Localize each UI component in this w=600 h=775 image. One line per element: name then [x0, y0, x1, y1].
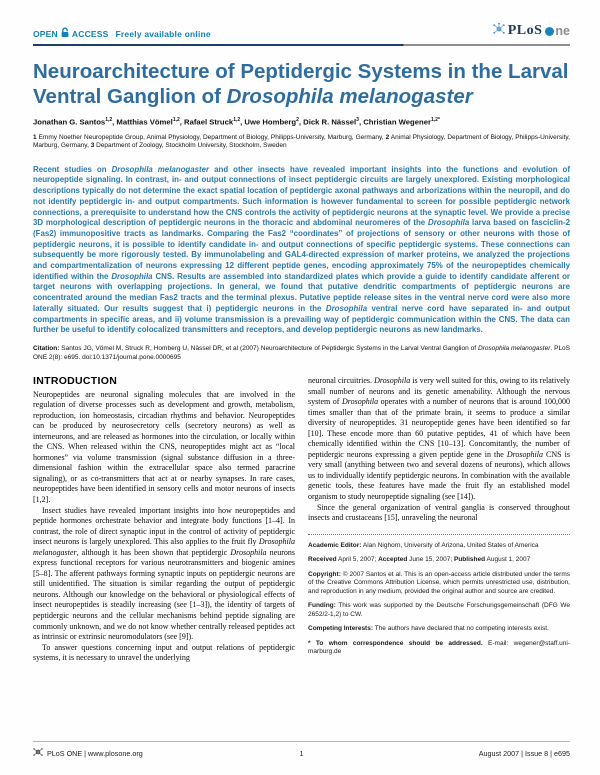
- meta-funding: Funding: This work was supported by the Deutsche Forschungsgemeinschaft (DFG We 2652/2-1,2) to CW.: [308, 602, 570, 618]
- open-lock-icon: [60, 27, 70, 40]
- footer-rule: [33, 741, 570, 742]
- plos-one-logo: [493, 22, 570, 40]
- meta-correspondence: * To whom correspondence should be addressed. E-mail: wegener@staff.uni-marburg.de: [308, 639, 570, 656]
- open-access-access-label: ACCESS: [71, 28, 109, 39]
- logo-one-ne: ne: [555, 24, 570, 38]
- author-list: Jonathan G. Santos$^{1,2}$, Matthias Vömel$^{1,2}$, Rafael Struck$^{1,2}$, Uwe Homberg$^2$, Dick R. Nässel$^3$, Christian Wegener$^{1,2*}$: [33, 117, 440, 127]
- footer-plos-icon: [33, 747, 43, 759]
- left-column: [33, 376, 295, 664]
- logo-one-text: [545, 24, 570, 38]
- abstract-text: Recent studies on Drosophila melanogaster and other insects have revealed important insights into the functions and evolution of neuropeptide signaling. In contrast, in- and output connections of insect peptidergic circuits are largely unexplored. Existing morphological descriptions typically do not determine the exact spatial location of peptidergic axonal pathways and arborizations within the neuropil, and do not identify peptidergic in- and output compartments. Such information is however fundamental to screen for possible peptidergic network connections, a prerequisite to understand how the CNS controls the activity of peptidergic neurons at the synaptic level. We provide a precise 3D morphological description of peptidergic neurons in the thoracic and abdominal neuromeres of the Drosophila larva based on fasciclin-2 (Fas2) immunopositive tracts as landmarks. Comparing the Fas2 “coordinates” of projections of sensory or other neurons with those of peptidergic neurons, it is possible to identify candidate in- and output connections of specific peptidergic systems. These connections can subsequently be more rigorously tested. By immunolabeling and GAL4-directed expression of marker proteins, we analyzed the projections and compartmentalization of neurons expressing 12 different peptide genes, encoding approximately 75% of the neuropeptides chemically identified within the Drosophila CNS. Results are assembled into standardized plates which provide a guide to identify candidate afferent or target neurons with overlapping projections. In general, we found that putative dendritic compartments of peptidergic neurons are concentrated around the median Fas2 tracts and the terminal plexus. Putative peptide release sites in the ventral nerve cord were also more laterally situated. Our results suggest that i) peptidergic neurons in the Drosophila ventral nerve cord have separated in- and output compartments in specific areas, and ii) volume transmission is a prevailing way of peptidergic communication within the CNS. The data can further be useful to identify colocalized transmitters and receptors, and develop peptidergic neurons as new landmarks.: [33, 164, 571, 335]
- introduction-heading: INTRODUCTION: [33, 375, 118, 387]
- meta-competing-interests: Competing Interests: The authors have declared that no competing interests exist.: [308, 625, 549, 633]
- intro-paragraph: Neuropeptides are neuronal signaling molecules that are involved in the regulation of diverse processes such as development and growth, metabolism, reproduction, ion homeostasis, circadian rhythms and behavior. Neuropeptides can be produced by neurosecretory cells (secretory neurons) as well as interneurons, and are released as hormones into the circulation, or locally within the CNS. When released within the CNS, neuropeptides might act as “local hormones” via volume transmission (signal substance diffusion in a three-dimensional fashion within the extracellular space also termed paracrine signaling), or as co-transmitters that act at or nearby synapses. In rare cases, neuropeptides have been identified in sensory cells and motor neurons of insects [1,2].: [33, 389, 295, 505]
- body-columns: [33, 376, 570, 664]
- open-access-banner: [33, 27, 211, 40]
- right-column: [308, 376, 570, 664]
- affiliations: 1 Emmy Noether Neuropeptide Group, Animal Physiology, Department of Biology, Philipps-University, Marburg, Germany, 2 Animal Physiology, Department of Biology, Philipps-University, Marburg, Germany, 3 Department of Zoology, Stockholm University, Stockholm, Sweden: [33, 133, 570, 150]
- meta-dates: Received April 5, 2007; Accepted June 15, 2007; Published August 1, 2007: [308, 556, 531, 564]
- intro-paragraph: To answer questions concerning input and output relations of peptidergic systems, it is necessary to unravel the underlying: [33, 642, 295, 663]
- open-access-tagline: Freely available online: [115, 28, 211, 39]
- footer-journal-text: PLoS ONE | www.plosone.org: [47, 748, 143, 758]
- page-footer: [33, 741, 570, 759]
- logo-one-o-disc: [545, 27, 554, 36]
- header-bar: [33, 22, 570, 40]
- article-metadata-box: [308, 534, 570, 657]
- meta-copyright: Copyright: © 2007 Santos et al. This is an open-access article distributed under the terms of the Creative Commons Attribution License, which permits unrestricted use, distribution, and reproduction in any medium, provided the original author and source are credited.: [308, 570, 570, 595]
- logo-plos-text: PLoS: [507, 23, 543, 38]
- citation-line: Citation: Santos JG, Vömel M, Struck R, Homberg U, Nässel DR, et al (2007) Neuroarchitecture of Peptidergic Systems in the Larval Ventral Ganglion of Drosophila melanogaster. PLoS ONE 2(8): e695. doi:10.1371/journal.pone.0000695: [33, 345, 571, 361]
- footer-issue-info: August 2007 | Issue 8 | e695: [478, 748, 570, 758]
- header-rule: [33, 44, 570, 46]
- footer-journal: [33, 747, 282, 759]
- open-access-open-label: OPEN: [33, 28, 58, 39]
- intro-paragraph: neuronal circuitries. Drosophila is very well suited for this, owing to its relatively small number of neurons and its genetic amenability. Although the nervous system of Drosophila operates with a number of neurons that is around 100,000 times smaller than that of the primate brain, it seems to produce a similar diversity of neuropeptides. 31 neuropeptide genes have been identified so far [10]. These encode more than 60 putative peptides, 41 of which have been chemically identified within the CNS [10–13]. Concomitantly, the number of peptidergic neurons expressing a given peptide gene in the Drosophila CNS is very small (anything between two and several dozens of neurons), which allows us to individually identify peptidergic neurons. In combination with the available genetic tools, these features have made the fruit fly an established model organism to study neuropeptide signaling (see [14]).: [308, 376, 570, 502]
- meta-academic-editor: Academic Editor: Alan Nighorn, University of Arizona, United States of America: [308, 541, 539, 549]
- intro-paragraph: Since the general organization of ventral ganglia is conserved throughout insects and crustaceans [15], unraveling the neuronal: [308, 502, 570, 523]
- page-number: 1: [299, 748, 304, 758]
- intro-paragraph: Insect studies have revealed important insights into how neuropeptides and peptide hormones orchestrate behavior and integrate body functions [1–4]. In contrast, the role of direct synaptic input in the control of activity of peptidergic insect neurons is largely unexplored. This also applies to the fruit fly Drosophila melanogaster, although it has been shown that peptidergic Drosophila neurons express functional receptors for various neurotransmitters and biogenic amines [5–8]. The afferent pathways forming synaptic inputs on peptidergic neurons are still unidentified. The situation is similar regarding the output of peptidergic neurons. Although our knowledge on the behavioral or physiological effects of insect neuropeptides is steadily increasing (see [1–3]), the identity of targets of peptidergic neurons and the cellular mechanisms behind peptide signaling are commonly unknown, and we do not know whether centrally released peptides act as intrinsic or extrinsic neuromodulators (see [9]).: [33, 505, 296, 642]
- metadata-dotted-divider: [308, 534, 570, 535]
- article-title: Neuroarchitecture of Peptidergic Systems in the Larval Ventral Ganglion of Drosophila melanogaster: [33, 60, 569, 108]
- plos-sputnik-icon: [493, 22, 505, 40]
